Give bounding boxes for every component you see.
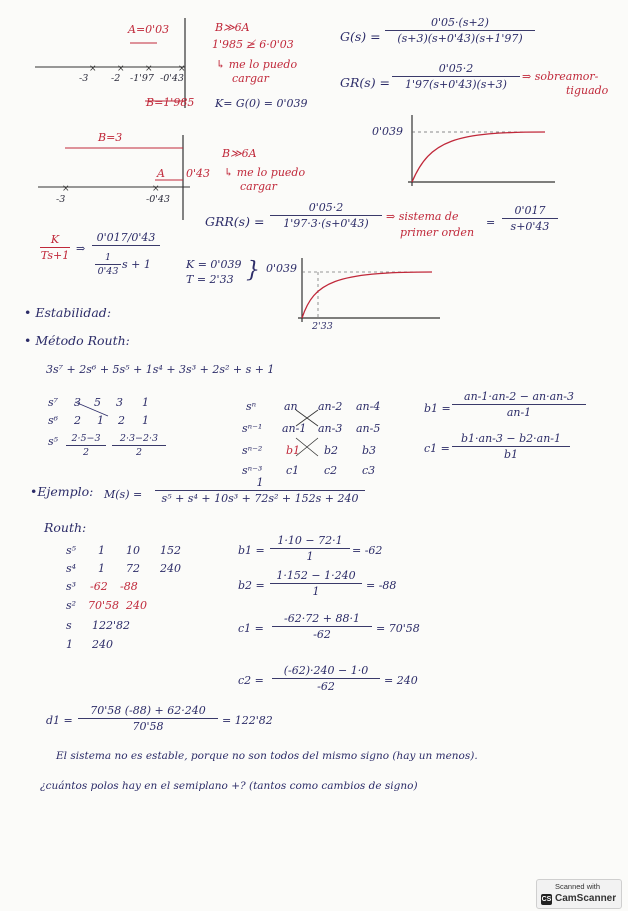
- diagram1-a-label: A=0'03: [128, 23, 170, 36]
- GRR-num: 0'05·2: [270, 201, 382, 216]
- M-num: 1: [155, 476, 365, 491]
- routh-gen-r2c0: b1: [286, 444, 301, 457]
- calc-b1-num: 1·10 − 72·1: [270, 534, 350, 549]
- section-routh-label: Routh:: [44, 520, 87, 535]
- routh-ex-p0: s⁷: [48, 396, 59, 409]
- GR-result-1: ⇒ sobreamor-: [522, 70, 599, 83]
- first-order-arrow: ⇒: [76, 242, 86, 255]
- GR-fraction: [392, 62, 520, 91]
- svg-text:×: ×: [62, 184, 70, 194]
- b1-general-den: an-1: [506, 406, 532, 419]
- notes2-cond: B≫6A: [222, 147, 257, 160]
- G-fraction: [385, 16, 535, 45]
- calc-b2-lhs: b2 =: [238, 579, 265, 592]
- routh-table-r3c0: 70'58: [88, 599, 120, 612]
- first-order-k-den: Ts+1: [40, 249, 70, 262]
- routh-gen-p2: sⁿ⁻²: [242, 444, 263, 457]
- first-order-num: 0'017/0'43: [92, 231, 160, 246]
- routh-table-r1c1: 72: [126, 562, 140, 575]
- M-lhs: M(s) =: [104, 488, 143, 501]
- routh-ex-r0c2: 3: [116, 396, 123, 409]
- routh-table-r2c1: -88: [120, 580, 138, 593]
- calc-b2-den: 1: [312, 585, 320, 598]
- routh-table-r1c0: 1: [98, 562, 105, 575]
- camscanner-badge: [536, 879, 622, 909]
- routh-gen-p0: sⁿ: [246, 400, 257, 413]
- calc-c1-den: -62: [313, 628, 331, 641]
- calc-b1-lhs: b1 =: [238, 544, 265, 557]
- calc-b2-frac: [270, 569, 362, 598]
- plot2-x-label: 2'33: [312, 321, 333, 332]
- plot1: [408, 115, 555, 186]
- conclusion-1: El sistema no es estable, porque no son todos del mismo signo (hay un menos).: [56, 750, 478, 762]
- svg-text:×: ×: [117, 64, 125, 74]
- calc-c2-lhs: c2 =: [238, 674, 264, 687]
- M-fraction: [155, 476, 365, 505]
- routh-table-r5c0: 240: [92, 638, 113, 651]
- routh-ex-r2c1: 2: [82, 447, 90, 458]
- first-order-den-den: 0'43: [97, 266, 119, 277]
- GRR-arrow: ⇒ sistema de: [386, 210, 459, 223]
- first-order-k-num: K: [40, 233, 70, 248]
- GRR-result: [502, 204, 558, 233]
- badge-line2: CamScanner: [555, 893, 617, 904]
- routh-ex-r1c0: 2: [74, 414, 81, 427]
- routh-ex-r2c2: 2·3−2·3: [112, 433, 166, 446]
- plot2-y-label: 0'039: [266, 262, 298, 275]
- b1-general-lhs: b1 =: [424, 402, 451, 415]
- routh-ex-p2: s⁵: [48, 435, 59, 448]
- diagram1-b-label: B=1'985: [146, 96, 195, 109]
- calc-c2-frac: [272, 664, 380, 693]
- section-estabilidad: • Estabilidad:: [24, 305, 112, 320]
- diagram1-tick-1: -3: [79, 73, 89, 84]
- routh-gen-r0c0: an: [284, 400, 298, 413]
- routh-ex-r1c3: 1: [142, 414, 149, 427]
- first-order-t-val: T = 2'33: [186, 273, 234, 286]
- calc-b2-res: = -88: [366, 579, 397, 592]
- routh-table-r0c0: 1: [98, 544, 105, 557]
- routh-gen-r2c1: b2: [324, 444, 339, 457]
- calc-b1-den: 1: [306, 550, 314, 563]
- c1-general-den: b1: [503, 448, 519, 461]
- routh-gen-p3: sⁿ⁻³: [242, 464, 263, 477]
- calc-c2-den: -62: [317, 680, 335, 693]
- routh-table-p3: s²: [66, 599, 77, 612]
- GR-result-2: tiguado: [566, 84, 609, 97]
- notes1-note-1: ↳ me lo puedo: [216, 58, 298, 71]
- b1-general-frac: [452, 390, 586, 419]
- routh-table-p2: s³: [66, 580, 77, 593]
- calc-b2-num: 1·152 − 1·240: [270, 569, 362, 584]
- routh-table-r4c0: 122'82: [92, 619, 131, 632]
- c1-general-num: b1·an-3 − b2·an-1: [452, 432, 570, 447]
- G-num: 0'05·(s+2): [385, 16, 535, 31]
- calc-c1-num: -62·72 + 88·1: [272, 612, 372, 627]
- GRR-fraction: [270, 201, 382, 230]
- calc-b1-res: = -62: [352, 544, 383, 557]
- calc-d1-den: 70'58: [132, 720, 164, 733]
- notes1-k-eq: K= G(0) = 0'039: [215, 97, 308, 110]
- svg-text:×: ×: [178, 64, 186, 74]
- calc-c2-num: (-62)·240 − 1·0: [272, 664, 380, 679]
- GRR-res-den: s+0'43: [510, 220, 550, 233]
- diagram2-a-label: A: [157, 167, 165, 180]
- routh-ex-r0c3: 1: [142, 396, 149, 409]
- GRR-den: 1'97·3·(s+0'43): [283, 217, 369, 230]
- notes2-note-2: cargar: [240, 180, 277, 193]
- first-order-inner-frac: [95, 252, 121, 277]
- calc-d1-res: = 122'82: [222, 714, 273, 727]
- notes1-ineq: 1'985 ≱ 6·0'03: [212, 38, 294, 51]
- diagram1-tick-3: -1'97: [130, 73, 154, 84]
- routh-table-p1: s⁴: [66, 562, 77, 575]
- notes2-note-1: ↳ me lo puedo: [224, 166, 306, 179]
- diagram2-axes: [38, 135, 190, 220]
- b1-general-num: an-1·an-2 − an·an-3: [452, 390, 586, 405]
- first-order-k-val: K = 0'039: [186, 258, 242, 271]
- first-order-den-num: 1: [95, 252, 121, 265]
- diagram2-tick-2: -0'43: [146, 194, 170, 205]
- calc-d1-frac: [78, 704, 218, 733]
- first-order-den-tail: s + 1: [122, 258, 151, 271]
- routh-table-r3c1: 240: [126, 599, 147, 612]
- routh-ex-r1c2: 2: [118, 414, 125, 427]
- section-ejemplo: •Ejemplo:: [30, 484, 94, 499]
- routh-ex-frac2: [112, 433, 166, 458]
- conclusion-2: ¿cuántos polos hay en el semiplano +? (tantos como cambios de signo): [40, 780, 418, 792]
- M-den: s⁵ + s⁴ + 10s³ + 72s² + 152s + 240: [161, 492, 359, 505]
- routh-table-r0c1: 10: [126, 544, 140, 557]
- badge-line1: Scanned with: [555, 882, 601, 891]
- diagram2-tick-1: -3: [56, 194, 66, 205]
- routh-gen-r3c0: c1: [286, 464, 300, 477]
- routh-ex-p1: s⁶: [48, 414, 59, 427]
- c1-general-lhs: c1 =: [424, 442, 450, 455]
- routh-ex-frac1: [66, 433, 106, 458]
- svg-text:×: ×: [145, 64, 153, 74]
- routh-gen-p1: sⁿ⁻¹: [242, 422, 263, 435]
- svg-text:×: ×: [152, 184, 160, 194]
- svg-text:×: ×: [89, 64, 97, 74]
- routh-gen-r1c1: an-3: [318, 422, 343, 435]
- calc-d1-num: 70'58 (-88) + 62·240: [78, 704, 218, 719]
- first-order-brace: }: [246, 258, 260, 283]
- routh-gen-r3c2: c3: [362, 464, 376, 477]
- diagram2-b-label: B=3: [98, 131, 123, 144]
- routh-table-r1c2: 240: [160, 562, 181, 575]
- calc-d1-lhs: d1 =: [46, 714, 73, 727]
- GRR-res-num: 0'017: [502, 204, 558, 219]
- routh-table-p5: 1: [66, 638, 73, 651]
- routh-ex-r1c1: 1: [97, 414, 104, 427]
- routh-table-p4: s: [66, 619, 72, 632]
- routh-gen-r1c0: an-1: [282, 422, 307, 435]
- GRR-eq: =: [486, 216, 496, 229]
- notes1-cond: B≫6A: [215, 21, 250, 34]
- polynomial: 3s⁷ + 2s⁶ + 5s⁵ + 1s⁴ + 3s³ + 2s² + s + 1: [46, 363, 275, 376]
- routh-ex-r0c0: 3: [74, 396, 81, 409]
- notes1-note-2: cargar: [232, 72, 269, 85]
- routh-table-r0c2: 152: [160, 544, 181, 557]
- plot2: [298, 258, 440, 322]
- GR-den: 1'97(s+0'43)(s+3): [405, 78, 507, 91]
- calc-c1-frac: [272, 612, 372, 641]
- G-lhs: G(s) =: [340, 29, 381, 44]
- routh-ex-r2c3: 2: [135, 447, 143, 458]
- routh-table-r2c0: -62: [90, 580, 108, 593]
- calc-b1-frac: [270, 534, 350, 563]
- GR-lhs: GR(s) =: [340, 75, 391, 90]
- diagram1-tick-2: -2: [111, 73, 121, 84]
- GRR-lhs: GRR(s) =: [205, 214, 265, 229]
- first-order-k-frac: [40, 233, 70, 262]
- first-order-frac: [92, 231, 160, 246]
- routh-ex-r2c0: 2·5−3: [66, 433, 106, 446]
- camscanner-logo-icon: CS: [541, 896, 552, 903]
- routh-gen-r0c1: an-2: [318, 400, 343, 413]
- routh-gen-r0c2: an-4: [356, 400, 381, 413]
- routh-gen-r1c2: an-5: [356, 422, 381, 435]
- GRR-arrow-2: primer orden: [400, 226, 475, 239]
- calc-c2-res: = 240: [384, 674, 418, 687]
- c1-general-frac: [452, 432, 570, 461]
- section-routh: • Método Routh:: [24, 333, 130, 348]
- plot1-y-label: 0'039: [372, 125, 404, 138]
- GR-num: 0'05·2: [392, 62, 520, 77]
- diagram1-tick-4: -0'43: [160, 73, 184, 84]
- routh-table-p0: s⁵: [66, 544, 77, 557]
- routh-gen-r2c2: b3: [362, 444, 377, 457]
- calc-c1-lhs: c1 =: [238, 622, 264, 635]
- routh-ex-r0c1: 5: [94, 396, 101, 409]
- routh-gen-r3c1: c2: [324, 464, 338, 477]
- calc-c1-res: = 70'58: [376, 622, 420, 635]
- diagram2-a-val: 0'43: [186, 167, 211, 180]
- G-den: (s+3)(s+0'43)(s+1'97): [397, 32, 523, 45]
